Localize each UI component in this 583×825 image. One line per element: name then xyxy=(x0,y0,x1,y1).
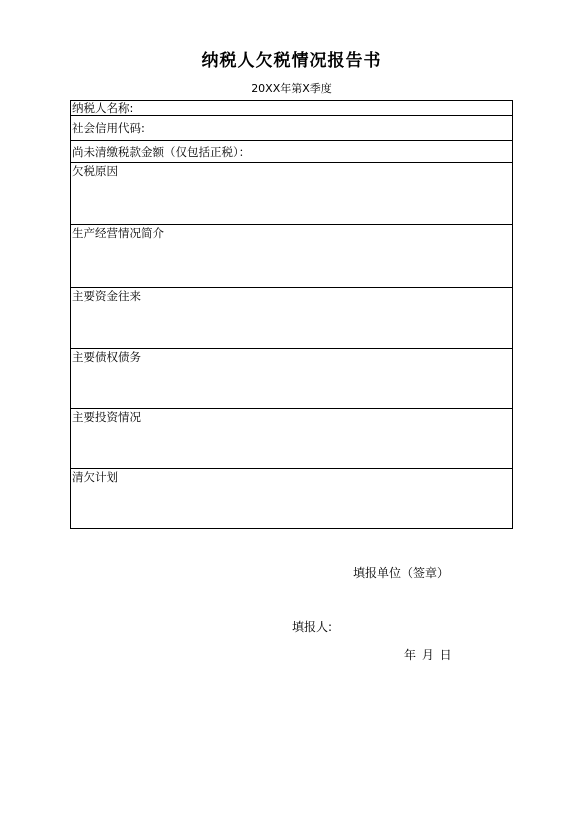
form-row-credit-code xyxy=(71,116,513,141)
form-row-fund-flows xyxy=(71,288,513,349)
form-row-investments xyxy=(71,409,513,469)
reporter-label: 填报人: xyxy=(292,620,333,634)
operation-summary-field[interactable]: 生产经营情况简介 xyxy=(71,225,513,288)
report-form-table xyxy=(70,100,513,529)
form-row-arrears-reason xyxy=(71,163,513,225)
repayment-plan-field[interactable]: 清欠计划 xyxy=(71,469,513,529)
arrears-reason-field[interactable]: 欠税原因 xyxy=(71,163,513,225)
document-title: 纳税人欠税情况报告书 xyxy=(201,51,382,71)
fund-flows-field[interactable]: 主要资金往来 xyxy=(71,288,513,349)
form-row-repayment-plan xyxy=(71,469,513,529)
form-row-unpaid-amount xyxy=(71,141,513,163)
unpaid-amount-field[interactable]: 尚未清缴税款金额（仅包括正税）： xyxy=(71,141,513,163)
document-period: 20XX年第X季度 xyxy=(251,82,332,95)
form-row-taxpayer-name xyxy=(71,101,513,116)
taxpayer-name-field[interactable]: 纳税人名称: xyxy=(71,101,513,116)
credit-code-field[interactable]: 社会信用代码: xyxy=(71,116,513,141)
form-row-operation-summary xyxy=(71,225,513,288)
investments-field[interactable]: 主要投资情况 xyxy=(71,409,513,469)
debts-field[interactable]: 主要债权债务 xyxy=(71,349,513,409)
report-date-label: 年 月 日 xyxy=(404,648,452,662)
reporting-unit-seal-label: 填报单位（签章） xyxy=(353,566,450,580)
form-row-debts xyxy=(71,349,513,409)
